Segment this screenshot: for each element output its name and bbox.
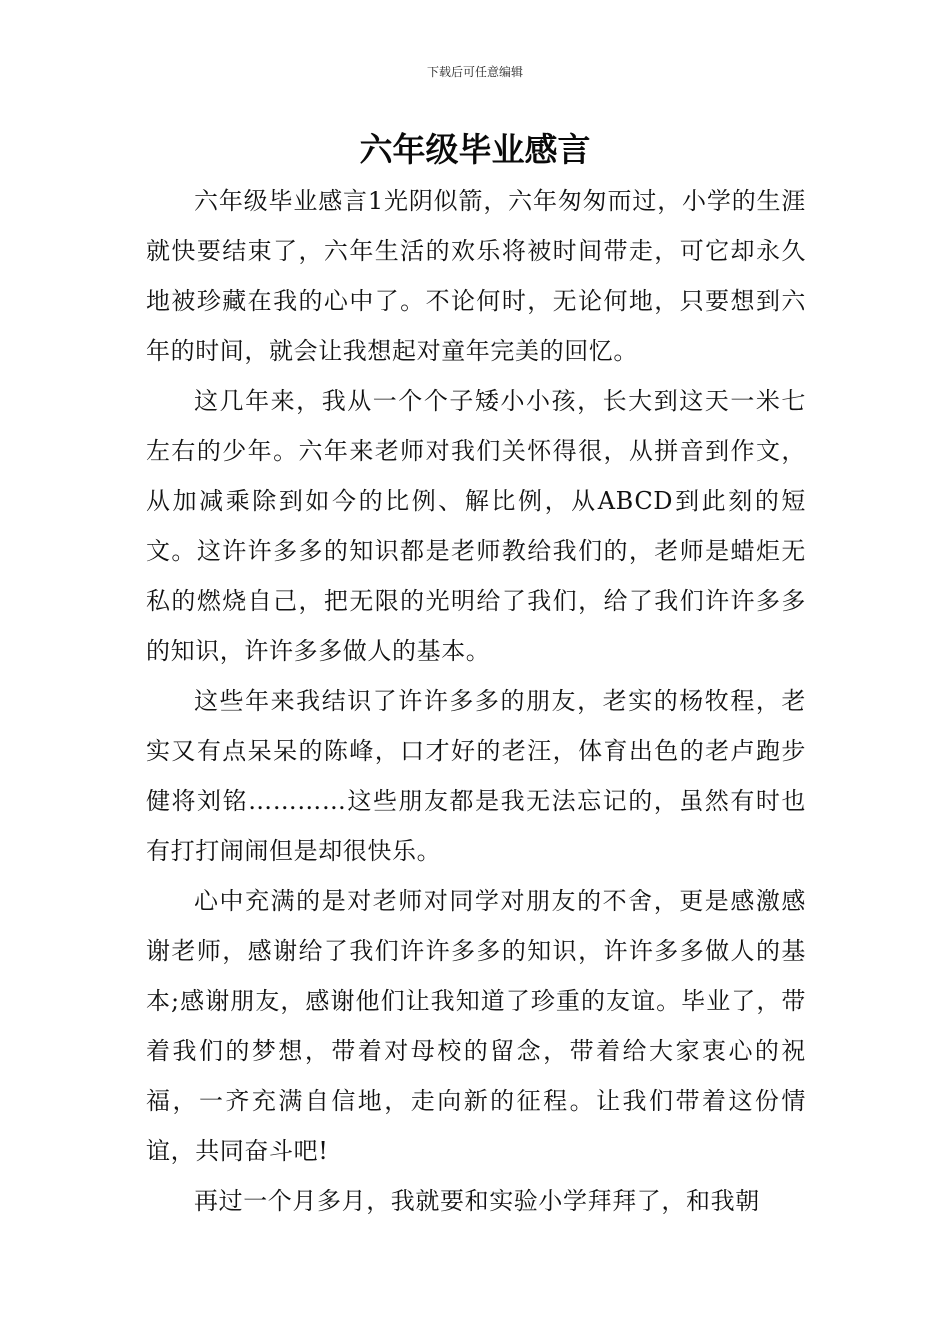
paragraph-5: 再过一个月多月，我就要和实验小学拜拜了，和我朝 [194,1187,760,1215]
paragraph-2: 这几年来，我从一个个子矮小小孩，长大到这天一米七左右的少年。六年来老师对我们关怀得很，从拼音到作文，从加减乘除到如今的比例、解比例，从ABCD到此刻的短文。这许许多多的知识都是老师教给我们的，老师是蜡炬无私的燃烧自己，把无限的光明给了我们，给了我们许许多多的知识，许许多多做人的基本。 [146,387,806,665]
header-note: 下载后可任意编辑 [426,65,523,79]
document-title: 六年级毕业感言 [359,130,591,169]
document-body [146,176,806,1226]
paragraph-4: 心中充满的是对老师对同学对朋友的不舍，更是感激感谢老师，感谢给了我们许许多多的知识，许许多多做人的基本;感谢朋友，感谢他们让我知道了珍重的友谊。毕业了，带着我们的梦想，带着对母校的留念，带着给大家衷心的祝福，一齐充满自信地，走向新的征程。让我们带着这份情谊，共同奋斗吧! [146,887,806,1165]
paragraph-1: 六年级毕业感言1光阴似箭，六年匆匆而过，小学的生涯就快要结束了，六年生活的欢乐将被时间带走，可它却永久地被珍藏在我的心中了。不论何时，无论何地，只要想到六年的时间，就会让我想起对童年完美的回忆。 [146,187,806,365]
paragraph-3: 这些年来我结识了许许多多的朋友，老实的杨牧程，老实又有点呆呆的陈峰，口才好的老汪，体育出色的老卢跑步健将刘铭…………这些朋友都是我无法忘记的，虽然有时也有打打闹闹但是却很快乐。 [146,687,806,865]
